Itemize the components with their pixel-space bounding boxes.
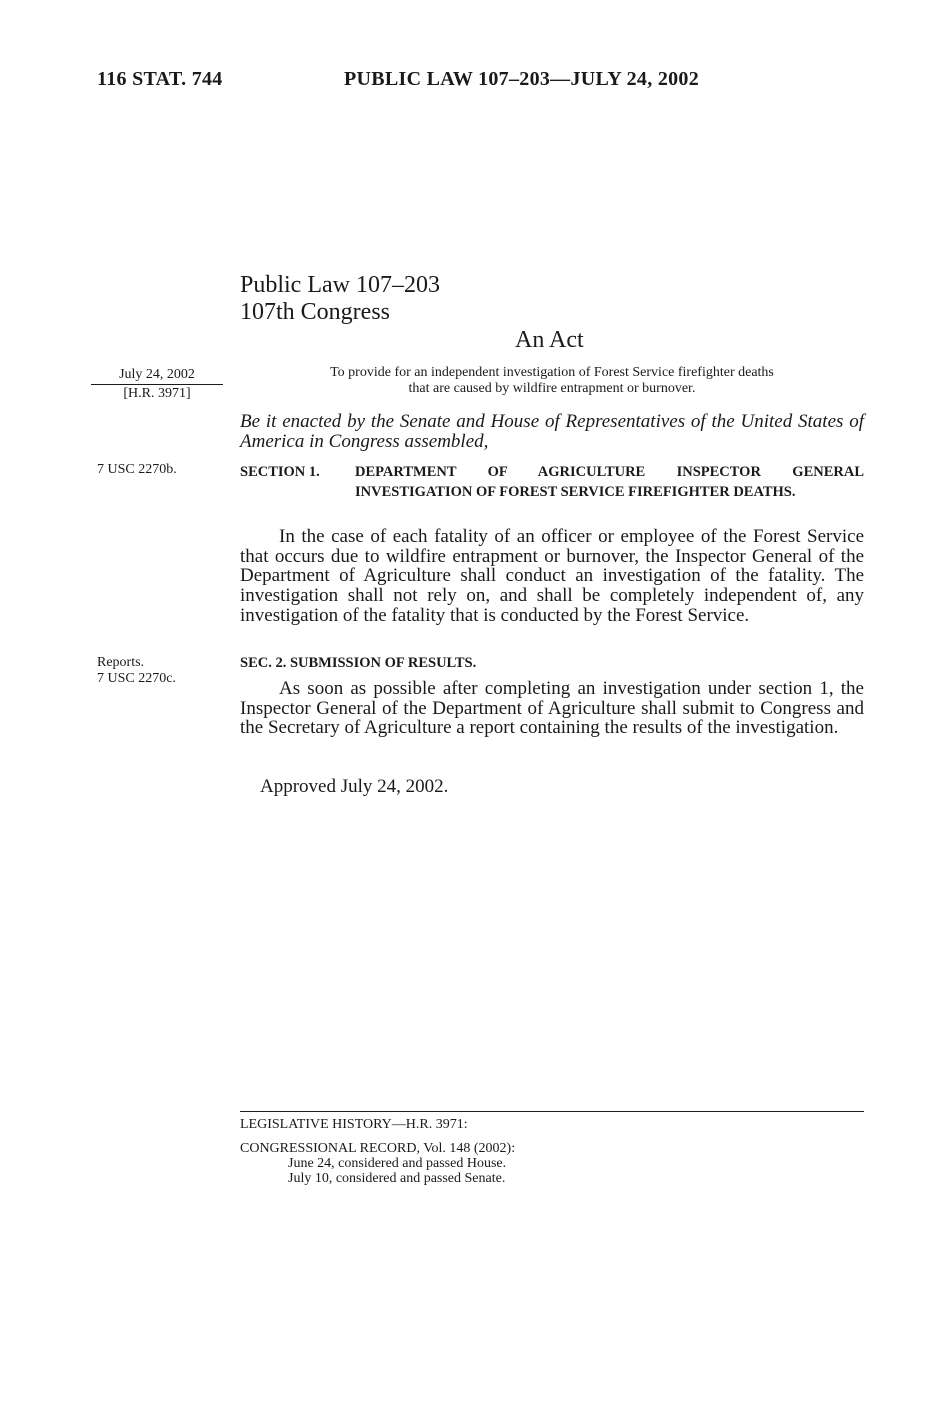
congressional-record-title: CONGRESSIONAL RECORD, Vol. 148 (2002): (240, 1141, 516, 1156)
record-entry-senate: July 10, considered and passed Senate. (288, 1171, 506, 1186)
congress-number: 107th Congress (240, 299, 390, 325)
statute-reference: 116 STAT. 744 (97, 68, 223, 90)
running-title: PUBLIC LAW 107–203—JULY 24, 2002 (344, 68, 700, 90)
margin-reports-block (97, 655, 176, 687)
margin-date-block (91, 366, 223, 402)
public-law-number: Public Law 107–203 (240, 272, 440, 298)
section-2-heading: SEC. 2. SUBMISSION OF RESULTS. (240, 655, 477, 671)
margin-usc-sec1: 7 USC 2270b. (97, 462, 177, 477)
page-header (0, 68, 939, 98)
margin-reports-label: Reports. (97, 655, 145, 670)
section-1-title: DEPARTMENT OF AGRICULTURE INSPECTOR GENERAL INVESTIGATION OF FOREST SERVICE FIREFIGHTER DEATHS. (355, 464, 864, 500)
legislative-history-heading: LEGISLATIVE HISTORY—H.R. 3971: (240, 1117, 468, 1132)
approval-date: Approved July 24, 2002. (260, 776, 449, 797)
purpose-line-1: To provide for an independent investigation of Forest Service firefighter deaths (330, 365, 774, 380)
an-act-label: An Act (515, 327, 584, 353)
record-entry-house: June 24, considered and passed House. (288, 1156, 507, 1171)
purpose-statement (240, 365, 864, 397)
margin-usc-sec2: 7 USC 2270c. (97, 671, 176, 686)
enacting-clause: Be it enacted by the Senate and House of Representatives of the United States of America in Congress assembled, (240, 411, 864, 452)
congressional-record-block (240, 1141, 515, 1186)
section-1-heading (240, 462, 864, 502)
law-title-block (240, 272, 440, 326)
section-1-number: SECTION 1. (240, 464, 320, 480)
margin-date: July 24, 2002 (91, 366, 223, 385)
margin-bill-number: [H.R. 3971] (123, 386, 191, 401)
purpose-line-2: that are caused by wildfire entrapment or burnover. (408, 381, 696, 396)
section-1-body: In the case of each fatality of an officer or employee of the Forest Service that occurs due to wildfire entrapment or burnover, the Inspector General of the Department of Agriculture shall conduct an investigation of the fatality. The investigation shall not rely on, and shall be completely independent of, any investigation of the fatality that is conducted by the Forest Service. (240, 526, 864, 626)
section-2-body: As soon as possible after completing an investigation under section 1, the Inspector General of the Department of Agriculture shall submit to Congress and the Secretary of Agriculture a report containing the results of the investigation. (240, 678, 864, 739)
legislative-history-rule (240, 1111, 864, 1112)
